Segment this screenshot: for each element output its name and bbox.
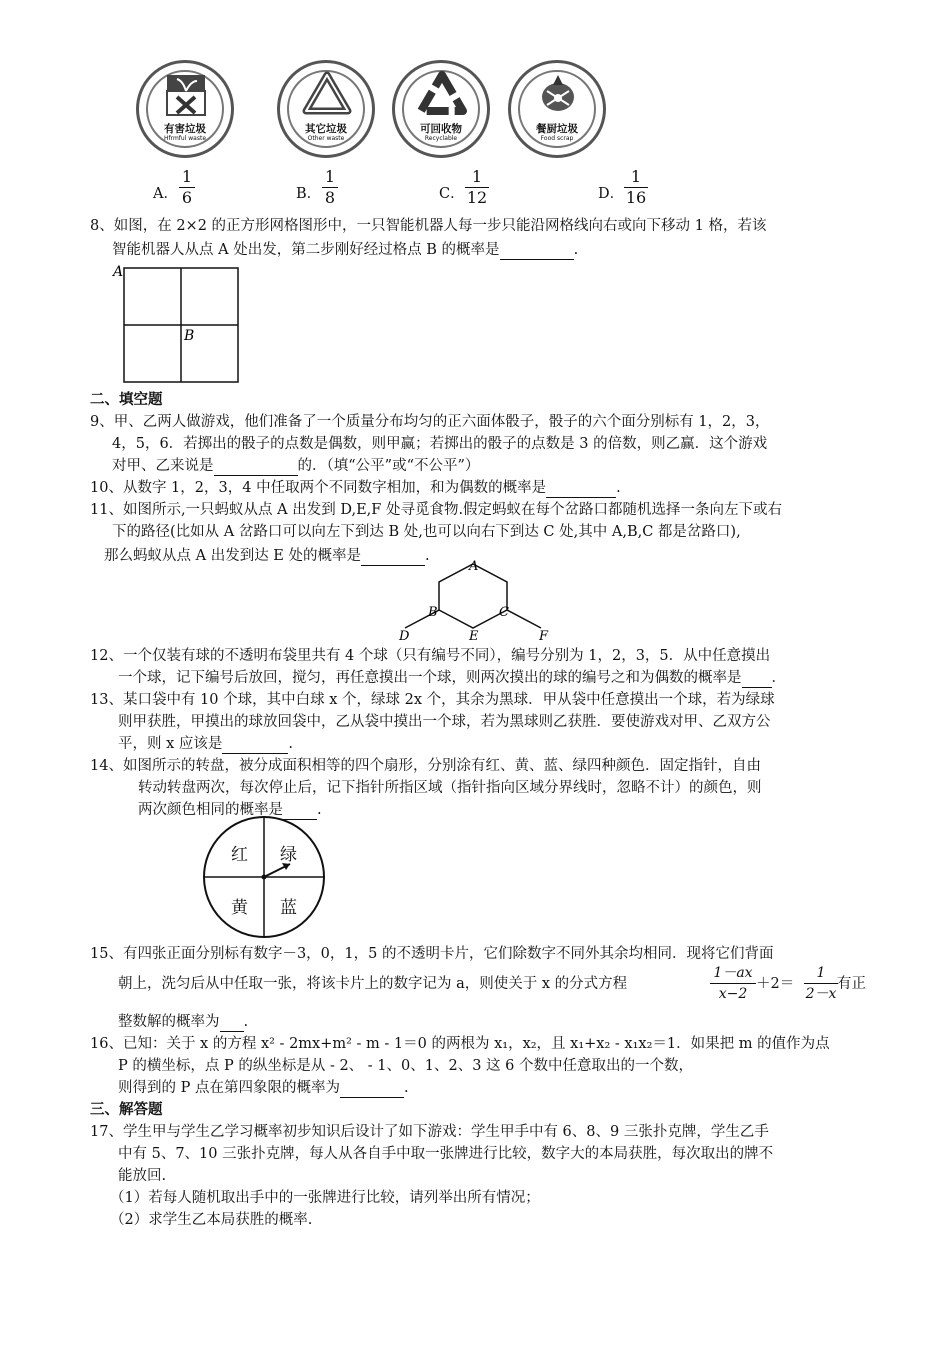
q13-line3: 平，则 x 应该是 .	[118, 736, 294, 752]
sector-blue-label: 蓝	[280, 898, 297, 918]
q15-fraction-right: 1 2－x	[805, 965, 837, 1002]
answer-blank[interactable]	[546, 481, 616, 498]
badge-harmful-waste	[136, 60, 234, 158]
answer-blank[interactable]	[222, 737, 288, 754]
food-scrap-icon	[533, 69, 583, 119]
answer-blank[interactable]	[742, 671, 772, 688]
option-fraction: 1 12	[466, 167, 488, 207]
option-label: D．	[598, 186, 625, 202]
option-fraction: 1 8	[322, 168, 338, 207]
answer-blank[interactable]	[220, 1015, 244, 1032]
recycle-outline-icon	[302, 71, 352, 119]
answer-blank[interactable]	[500, 243, 574, 260]
option-fraction: 1 6	[179, 168, 195, 207]
q15-fraction-left: 1－ax x−2	[710, 964, 756, 1003]
q11-line2: 下的路径(比如从 A 岔路口可以向左下到达 B 处,也可以向右下到达 C 处,其中 A,B,C 都是岔路口),	[112, 524, 741, 540]
q16-line3: 则得到的 P 点在第四象限的概率为 .	[118, 1080, 409, 1096]
q15-line2: 朝上，洗匀后从中任取一张，将该卡片上的数字记为 a，则使关于 x 的分式方程	[118, 976, 628, 992]
q17-line1: 17、学生甲与学生乙学习概率初步知识后设计了如下游戏：学生甲手中有 6、8、9 三张扑克牌，学生乙手	[90, 1124, 769, 1140]
badge-en: Recyclable	[424, 135, 458, 142]
badge-cn: 餐厨垃圾	[536, 123, 578, 135]
q13-line1: 13、某口袋中有 10 个球，其中白球 x 个，绿球 2x 个，其余为黑球．甲从袋中任意摸出一个球，若为绿球	[90, 692, 775, 708]
sector-red-label: 红	[231, 845, 248, 865]
q14-line2: 转动转盘两次，每次停止后，记下指针所指区域（指针指向区域分界线时，忽略不计）的颜色，则	[138, 780, 762, 796]
q17-sub1: （1）若每人随机取出手中的一张牌进行比较，请列举出所有情况；	[110, 1190, 540, 1206]
grid-figure	[110, 262, 244, 386]
recycle-icon	[417, 71, 467, 119]
q9-line1: 9、甲、乙两人做游戏，他们准备了一个质量分布均匀的正六面体骰子，骰子的六个面分别标有 1，2，3，	[90, 414, 770, 430]
badge-recyclable	[392, 60, 490, 158]
option-label: A．	[153, 186, 178, 202]
sector-green-label: 绿	[280, 845, 297, 865]
badge-cn: 可回收物	[420, 123, 462, 135]
q16-line1: 16、已知：关于 x 的方程 x² - 2mx+m² - m - 1＝0 的两根为 x₁，x₂，且 x₁+x₂ - x₁x₂＝1．如果把 m 的值作为点	[90, 1036, 830, 1052]
q14-line1: 14、如图所示的转盘，被分成面积相等的四个扇形，分别涂有红、黄、蓝、绿四种颜色．固定指针，自由	[90, 758, 761, 774]
answer-blank[interactable]	[340, 1081, 404, 1098]
badge-en: Food scrap	[540, 135, 574, 142]
q16-line2: P 的横坐标，点 P 的纵坐标是从 - 2、 - 1、0、1、2、3 这 6 个数中任意取出的一个数，	[118, 1058, 693, 1074]
harmful-waste-icon	[163, 71, 209, 119]
answer-blank[interactable]	[214, 459, 298, 476]
node-f-label: F	[539, 629, 549, 644]
badge-food-scrap	[508, 60, 606, 158]
badge-other-waste	[277, 60, 375, 158]
q8-line1: 8、如图，在 2×2 的正方形网格图形中，一只智能机器人每一步只能沿网格线向右或向下移动 1 格，若该	[90, 218, 767, 234]
q9-line3: 对甲、乙来说是 的．（填“公平”或“不公平”）	[112, 458, 480, 474]
option-label: B．	[296, 186, 322, 202]
node-a-label: A	[469, 559, 479, 574]
badge-cn: 有害垃圾	[164, 123, 206, 135]
q17-line2: 中有 5、7、10 三张扑克牌，每人从各自手中取一张牌进行比较，数字大的本局获胜，每次取出的牌不	[118, 1146, 774, 1162]
spinner-wheel	[200, 816, 330, 940]
q15-line2-end: 有正	[837, 976, 866, 992]
q13-line2: 则甲获胜，甲摸出的球放回袋中，乙从袋中摸出一个球，若为黑球则乙获胜．要使游戏对甲、乙双方公	[118, 714, 771, 730]
path-diagram	[395, 558, 555, 644]
q9-line2: 4，5，6．若掷出的骰子的点数是偶数，则甲赢；若掷出的骰子的点数是 3 的倍数，则乙赢．这个游戏	[112, 436, 768, 452]
q14-line3: 两次颜色相同的概率是 .	[138, 802, 322, 818]
q12-line2: 一个球，记下编号后放回，搅匀，再任意摸出一个球，则两次摸出的球的编号之和为偶数的概率是 ．	[118, 670, 786, 686]
point-a-label: A	[113, 264, 124, 280]
node-e-label: E	[469, 629, 479, 644]
point-b-label: B	[184, 328, 195, 344]
q10-line: 10、从数字 1，2，3，4 中任取两个不同数字相加，和为偶数的概率是 .	[90, 480, 621, 496]
q8-line2: 智能机器人从点 A 处出发，第二步刚好经过格点 B 的概率是 .	[112, 242, 579, 258]
sector-yellow-label: 黄	[231, 898, 248, 918]
section-heading: 二、填空题	[90, 392, 163, 408]
badge-en: Other waste	[307, 135, 345, 142]
q15-equation-mid: ＋2＝	[756, 976, 795, 992]
node-b-label: B	[428, 605, 438, 620]
node-c-label: C	[499, 605, 509, 620]
q12-line1: 12、一个仅装有球的不透明布袋里共有 4 个球（只有编号不同），编号分别为 1，2，3，5．从中任意摸出	[90, 648, 771, 664]
option-fraction: 1 16	[625, 167, 647, 207]
section-heading: 三、解答题	[90, 1102, 163, 1118]
q11-line3: 那么蚂蚁从点 A 出发到达 E 处的概率是 .	[104, 548, 430, 564]
badge-cn: 其它垃圾	[305, 123, 347, 135]
q15-line3: 整数解的概率为 .	[118, 1014, 249, 1030]
q17-sub2: （2）求学生乙本局获胜的概率.	[110, 1212, 313, 1228]
badge-en: Hfrmful waste	[163, 135, 207, 142]
option-label: C．	[439, 186, 465, 202]
node-d-label: D	[399, 629, 410, 644]
q15-line1: 15、有四张正面分别标有数字－3，0，1，5 的不透明卡片，它们除数字不同外其余均相同．现将它们背面	[90, 946, 774, 962]
q11-line1: 11、如图所示,一只蚂蚁从点 A 出发到 D,E,F 处寻觅食物.假定蚂蚁在每个岔路口都随机选择一条向左下或右	[90, 502, 783, 518]
q17-line3: 能放回.	[118, 1168, 167, 1184]
